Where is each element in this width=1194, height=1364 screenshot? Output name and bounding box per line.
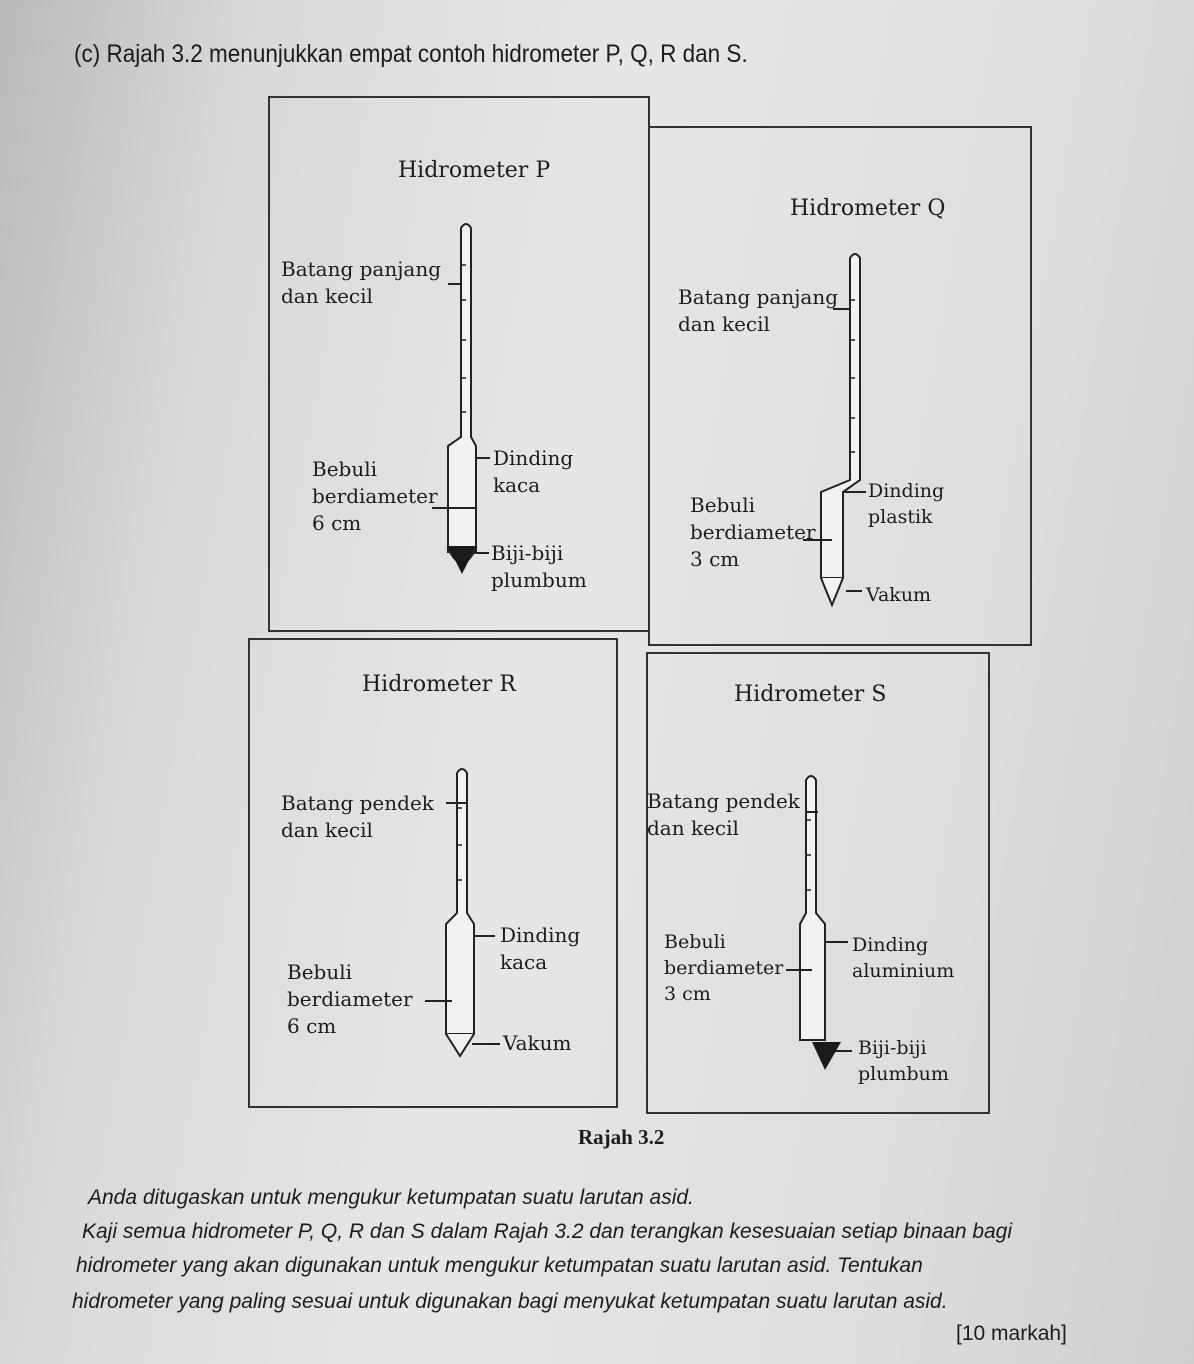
question-line-3: hidrometer yang akan digunakan untuk mengukur ketumpatan suatu larutan asid. Tentukan: [76, 1254, 923, 1277]
question-line-4: hidrometer yang paling sesuai untuk digunakan bagi menyukat ketumpatan suatu larutan asid.: [72, 1290, 948, 1313]
panel-p-wall-label: Dinding kaca: [493, 446, 574, 497]
panel-r-bottom-label: Vakum: [503, 1031, 572, 1055]
panel-p-stem-label: Batang panjang dan kecil: [281, 257, 442, 308]
question-line-1: Anda ditugaskan untuk mengukur ketumpatan suatu larutan asid.: [88, 1186, 694, 1209]
figure-caption: Rajah 3.2: [578, 1125, 665, 1149]
question-line-2: Kaji semua hidrometer P, Q, R dan S dalam Rajah 3.2 dan terangkan kesesuaian setiap binaan bagi: [82, 1220, 1013, 1243]
panel-r-wall-label: Dinding kaca: [500, 923, 581, 974]
panel-q-bottom-label: Vakum: [866, 584, 932, 606]
panel-s-wall-label: Dinding aluminium: [852, 934, 955, 982]
panel-p-title: Hidrometer P: [398, 158, 551, 183]
panel-q-bulb-label: Bebuli berdiameter 3 cm: [690, 493, 816, 571]
panel-p-bottom-label: Biji-biji plumbum: [491, 541, 587, 592]
marks-label: [10 markah]: [956, 1322, 1067, 1345]
panel-r-bulb-label: Bebuli berdiameter 6 cm: [287, 960, 413, 1038]
panel-q-title: Hidrometer Q: [790, 196, 946, 221]
panel-q-stem-label: Batang panjang dan kecil: [678, 285, 839, 336]
panel-q-wall-label: Dinding plastik: [868, 480, 945, 528]
panel-p-bulb-label: Bebuli berdiameter 6 cm: [312, 457, 438, 535]
panel-s-bottom-label: Biji-biji plumbum: [858, 1037, 949, 1085]
hydrometer-r-drawing: [425, 769, 500, 1056]
panel-r-title: Hidrometer R: [362, 672, 516, 697]
question-intro: (c) Rajah 3.2 menunjukkan empat contoh hidrometer P, Q, R dan S.: [74, 40, 748, 68]
panel-s-bulb-label: Bebuli berdiameter 3 cm: [664, 931, 784, 1005]
panel-s-title: Hidrometer S: [734, 682, 887, 707]
panel-r-stem-label: Batang pendek dan kecil: [281, 791, 434, 842]
panel-s-stem-label: Batang pendek dan kecil: [647, 789, 800, 840]
